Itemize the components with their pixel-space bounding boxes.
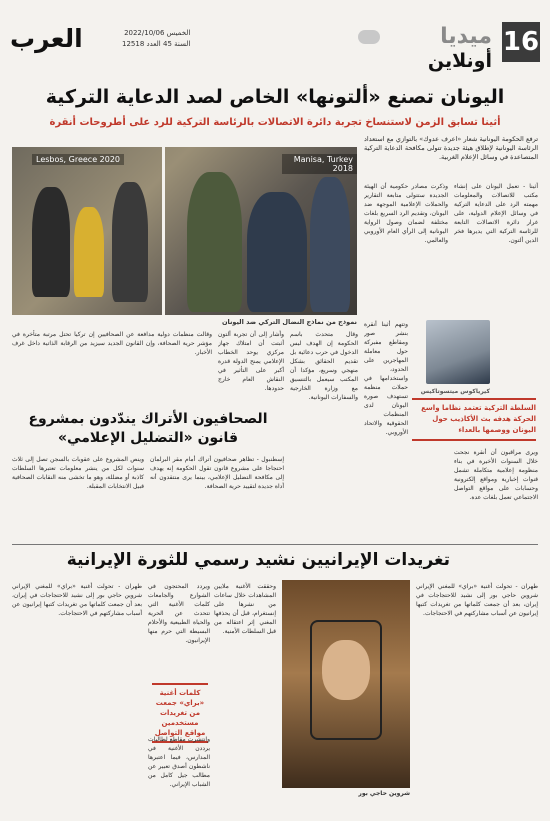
phone-screen — [310, 620, 382, 740]
main-column-2: وذكرت مصادر حكومية أن الهيئة الجديدة ستتولى متابعة التقارير والحملات الإعلامية الموجهة ضد اليونان، وتقديم الرد السريع بلغات مختلفة لضمان وصول الرواية اليونانية إلى الرأي العام الأوروبي والعالمي. — [364, 183, 448, 244]
issue-date: الخميس 2022/10/06 — [124, 29, 191, 37]
photo-figure — [247, 192, 307, 312]
second-column-1: إسطنبول - تظاهر صحافيون أتراك أمام مقر البرلمان احتجاجا على مشروع قانون تقول الحكومة إنه يهدف إلى مكافحة التضليل الإعلامي، بينما يرى منتقدون أنه أداة جديدة لتقييد حرية الصحافة. — [150, 456, 284, 490]
photo-location-right: Manisa, Turkey 2018 — [282, 154, 357, 174]
issue-number: السنة 45 العدد 12518 — [122, 40, 191, 48]
issue-info — [122, 28, 190, 50]
section-title-line2: أونلاين — [427, 50, 492, 72]
third-column-4: وانتشرت مقاطع لطالبات يرددن الأغنية في المدارس، فيما اعتبرها ناشطون أصدق تعبير عن مطالب جيل كامل من الشباب الإيراني. — [148, 736, 210, 788]
second-column-2: وينص المشروع على عقوبات بالسجن تصل إلى ثلاث سنوات لكل من ينشر معلومات تعتبرها السلطات كاذبة أو مضللة، وهو ما تخشى منه النقابات الصحافية قبيل الانتخابات المقبلة. — [12, 456, 144, 490]
main-column-6: وأشار إلى أن تجربة ألتون أثبتت أن امتلاك جهاز مركزي يوحد الخطاب الإعلامي يمنح الدولة قدرة أكبر على التأثير في النقاش العام خارج حدودها. — [218, 331, 284, 392]
third-column-2: وحققت الأغنية ملايين المشاهدات خلال ساعات من نشرها على إنستغرام، قبل أن يحذفها المغني إثر اعتقاله من قبل السلطات الأمنية. — [214, 583, 276, 635]
main-column-1: أثينا - تعمل اليونان على إنشاء مكتب للاتصالات والمعلومات مهمته الرد على الدعاية التركية في وسائل الإعلام الدولية، على غرار دائرة الاتصالات التابعة للرئاسة التركية التي يديرها فخر الدين ألتون. — [454, 183, 538, 244]
main-column-5: وقال متحدث باسم الحكومة إن الهدف ليس الدخول في حرب دعائية بل تقديم الحقائق بشكل منهجي وسريع، مؤكدا أن المكتب سيعمل بالتنسيق مع وزارة الخارجية والسفارات اليونانية. — [290, 331, 358, 401]
pull-quote: السلطة التركية تعتمد نظاما واسع الحركة هدفه بث الأكاذيب حول اليونان ووصمها بالعداء — [412, 398, 536, 441]
section-divider — [12, 544, 538, 545]
second-headline: الصحافيون الأتراك يندّدون بمشروع قانون «التضليل الإعلامي» — [28, 411, 268, 446]
photo-figure — [310, 177, 350, 312]
photo-figure — [112, 182, 148, 302]
cloud-icon — [358, 30, 380, 44]
section-title — [428, 24, 492, 72]
section-title-line1: ميديا — [440, 24, 492, 49]
third-photo — [282, 580, 410, 788]
third-headline: تغريدات الإيرانيين نشيد رسمي للثورة الإيرانية — [66, 550, 450, 570]
main-photo — [12, 147, 357, 315]
main-headline: اليونان تصنع «ألتونها» الخاص لصد الدعاية التركية — [45, 86, 505, 108]
photo-divider — [162, 147, 165, 315]
photo-figure — [187, 172, 242, 312]
third-box-quote: كلمات أغنية «براي» جمعت من تغريدات مستخدمين مواقع التواصل — [152, 683, 208, 743]
main-subhead: أثينا تسابق الزمن لاستنساخ تجربة دائرة الاتصالات بالرئاسة التركية للرد على أطروحات أنقرة — [49, 117, 501, 128]
third-column-5: طهران - تحولت أغنية «براي» للمغني الإيراني شروين حاجي بور إلى نشيد للاحتجاجات في إيران، بعد أن جمعت كلماتها من تغريدات كتبها إيرانيون عن أسباب مشاركتهم في الاحتجاجات. — [12, 583, 142, 617]
portrait-caption: كيرياكوس ميتسوتاكيس — [420, 388, 490, 395]
main-column-4: وتتهم أثينا أنقرة بنشر صور ومقاطع مفبركة حول معاملة المهاجرين على الحدود، واستخدامها في حملات منظمة تستهدف صورة اليونان لدى المنظمات الحقوقية والاتحاد الأوروبي. — [364, 321, 408, 436]
third-column-3: ويردد المحتجون في الشوارع والجامعات كلمات الأغنية التي تتحدث عن الحرية والحياة الطبيعية والأحلام البسيطة التي حرم منها الإيرانيون. — [148, 583, 210, 644]
third-photo-caption: شروين حاجي بور — [358, 790, 410, 797]
third-column-1: طهران - تحولت أغنية «براي» للمغني الإيراني شروين حاجي بور إلى نشيد للاحتجاجات في إيران، بعد أن جمعت كلماتها من تغريدات كتبها إيرانيون عن أسباب مشاركتهم في الاحتجاجات. — [416, 583, 538, 617]
brand-logo: العرب — [10, 24, 83, 53]
main-photo-caption: نموذج من نماذج النضال التركي ضد اليونان — [222, 318, 357, 326]
main-column-3: ويرى مراقبون أن أنقرة نجحت خلال السنوات الأخيرة في بناء منظومة إعلامية متكاملة تشمل قنوات إخبارية ومواقع إلكترونية وحسابات على مواقع التواصل الاجتماعي تعمل بلغات عدة. — [454, 449, 538, 501]
second-column-3: وقالت منظمات دولية مدافعة عن الصحافيين إن تركيا تحتل مرتبة متأخرة في مؤشر حرية الصحافة، وإن القانون الجديد سيزيد من الرقابة الذاتية داخل غرف الأخبار. — [12, 331, 212, 356]
masthead — [10, 22, 540, 72]
photo-figure — [32, 187, 70, 297]
portrait-photo — [426, 320, 490, 384]
page-number: 16 — [502, 22, 540, 62]
main-intro: ترفع الحكومة اليونانية شعار «اعرف عدوك» بالتوازي مع استعداد الرئاسة اليونانية لإطلاق هيئة جديدة تتولى مكافحة الدعاية التركية المتصاعدة في وسائل الإعلام الغربية. — [364, 135, 538, 161]
photo-figure — [74, 207, 104, 297]
photo-location-left: Lesbos, Greece 2020 — [32, 154, 124, 165]
